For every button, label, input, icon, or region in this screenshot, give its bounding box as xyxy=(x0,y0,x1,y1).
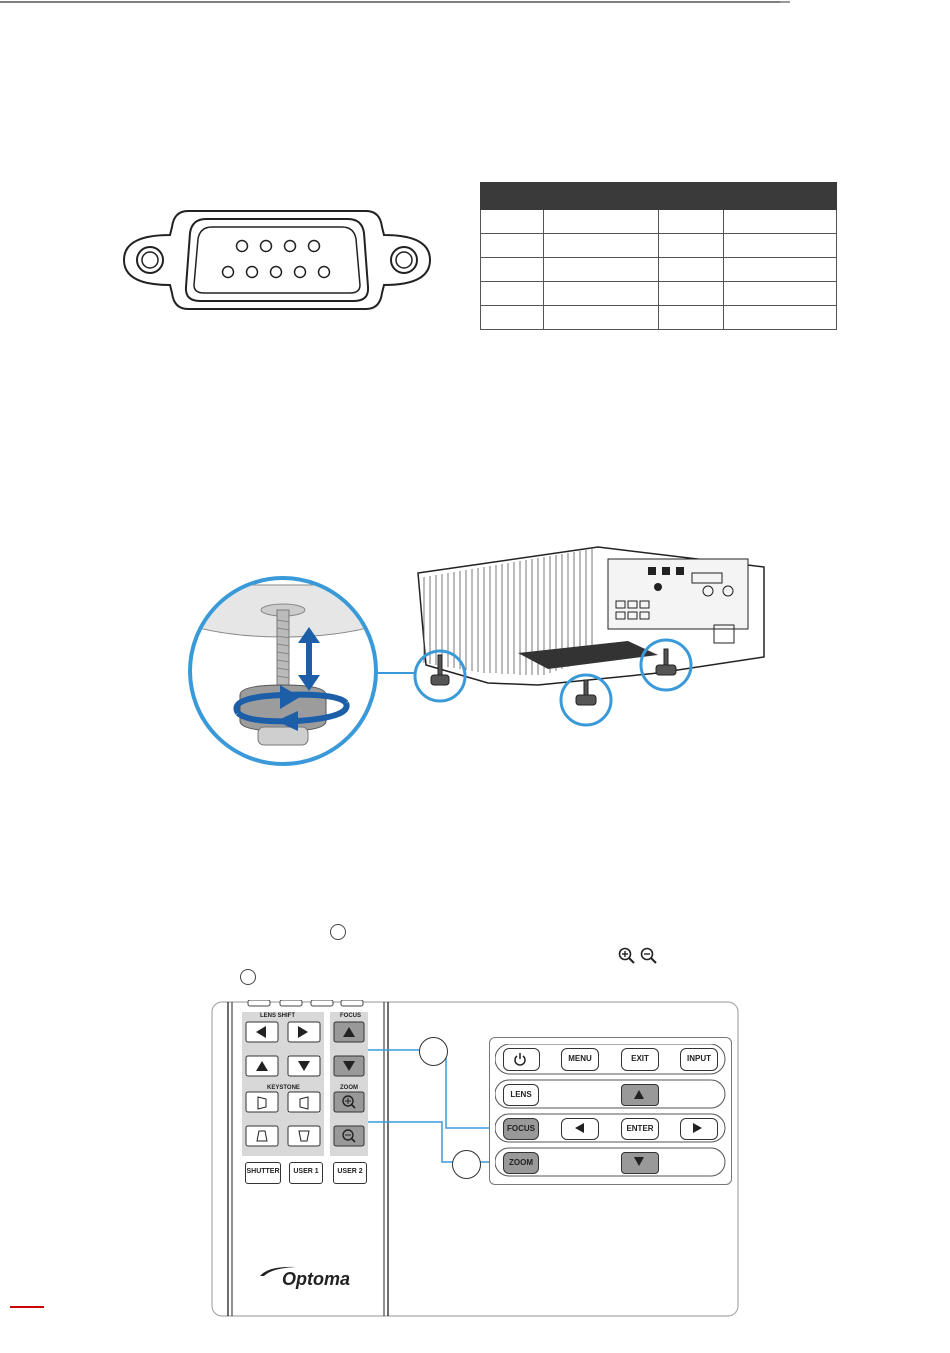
zoom-in-icon xyxy=(618,947,636,965)
input-label: INPUT xyxy=(687,1054,711,1063)
projector-feet-illustration xyxy=(188,545,778,767)
shutter-label: SHUTTER xyxy=(246,1168,280,1175)
user1-label: USER 1 xyxy=(293,1168,319,1175)
table-cell xyxy=(481,234,544,258)
focus-label: FOCUS xyxy=(507,1124,535,1133)
table-cell xyxy=(481,210,544,234)
callout-bullet xyxy=(240,969,256,985)
table-row xyxy=(481,306,837,330)
table-row xyxy=(481,258,837,282)
table-cell xyxy=(481,306,544,330)
lens-label: LENS xyxy=(510,1090,532,1099)
table-header-cell xyxy=(481,183,544,210)
menu-label: MENU xyxy=(568,1054,592,1063)
pin xyxy=(247,267,258,278)
zoom-in-button[interactable] xyxy=(334,1092,364,1112)
pin xyxy=(271,267,282,278)
table-cell xyxy=(659,282,724,306)
exit-label: EXIT xyxy=(631,1054,649,1063)
lens-shift-section-label: LENS SHIFT xyxy=(260,1013,296,1019)
footer-rule xyxy=(10,1306,44,1308)
keystone-top-button[interactable] xyxy=(246,1126,278,1146)
lens-shift-down-button[interactable] xyxy=(288,1056,320,1076)
table-header-cell xyxy=(659,183,724,210)
keystone-left-button[interactable] xyxy=(246,1092,278,1112)
pin-assignment-table xyxy=(480,182,837,330)
callout-circle-1 xyxy=(419,1037,448,1066)
lens-shift-left-button[interactable] xyxy=(246,1022,278,1042)
user2-label: USER 2 xyxy=(337,1168,363,1175)
right-arrow-icon xyxy=(692,1122,704,1134)
table-cell xyxy=(481,282,544,306)
zoom-label: ZOOM xyxy=(509,1158,533,1167)
table-cell xyxy=(544,258,659,282)
pin xyxy=(223,267,234,278)
power-icon xyxy=(513,1052,527,1066)
table-cell xyxy=(724,258,837,282)
table-cell xyxy=(544,282,659,306)
table-header-row xyxy=(481,183,837,210)
lens-shift-right-button[interactable] xyxy=(288,1022,320,1042)
table-cell xyxy=(544,210,659,234)
callout-bullet xyxy=(330,924,346,940)
zoom-section-label: ZOOM xyxy=(340,1085,358,1091)
optoma-logo: Optoma xyxy=(282,1269,351,1289)
table-header-cell xyxy=(724,183,837,210)
keystone-section-label: KEYSTONE xyxy=(267,1085,300,1091)
table-cell xyxy=(724,282,837,306)
up-arrow-icon xyxy=(633,1088,645,1100)
table-cell xyxy=(544,306,659,330)
table-row xyxy=(481,234,837,258)
zoom-out-icon xyxy=(640,947,658,965)
focus-up-button[interactable] xyxy=(334,1022,364,1042)
pin xyxy=(319,267,330,278)
table-cell xyxy=(544,234,659,258)
table-cell xyxy=(659,210,724,234)
keystone-bottom-button[interactable] xyxy=(288,1126,320,1146)
table-cell xyxy=(659,234,724,258)
table-cell xyxy=(659,306,724,330)
pin xyxy=(285,241,296,252)
table-cell xyxy=(481,258,544,282)
table-row xyxy=(481,210,837,234)
db9-connector-illustration xyxy=(118,205,436,315)
table-cell xyxy=(724,234,837,258)
table-cell xyxy=(724,306,837,330)
enter-label: ENTER xyxy=(626,1124,654,1133)
table-cell xyxy=(724,210,837,234)
table-row xyxy=(481,282,837,306)
pin xyxy=(237,241,248,252)
lens-shift-up-button[interactable] xyxy=(246,1056,278,1076)
remote-control xyxy=(240,1018,370,1158)
down-arrow-icon xyxy=(633,1156,645,1168)
focus-section-label: FOCUS xyxy=(340,1013,361,1019)
pin xyxy=(295,267,306,278)
header-rule xyxy=(0,0,950,10)
table-header-cell xyxy=(544,183,659,210)
table-cell xyxy=(659,258,724,282)
left-arrow-icon xyxy=(573,1122,585,1134)
zoom-out-button[interactable] xyxy=(334,1126,364,1146)
focus-down-button[interactable] xyxy=(334,1056,364,1076)
pin xyxy=(309,241,320,252)
callout-circle-2 xyxy=(452,1150,481,1179)
keystone-right-button[interactable] xyxy=(288,1092,320,1112)
pin xyxy=(261,241,272,252)
